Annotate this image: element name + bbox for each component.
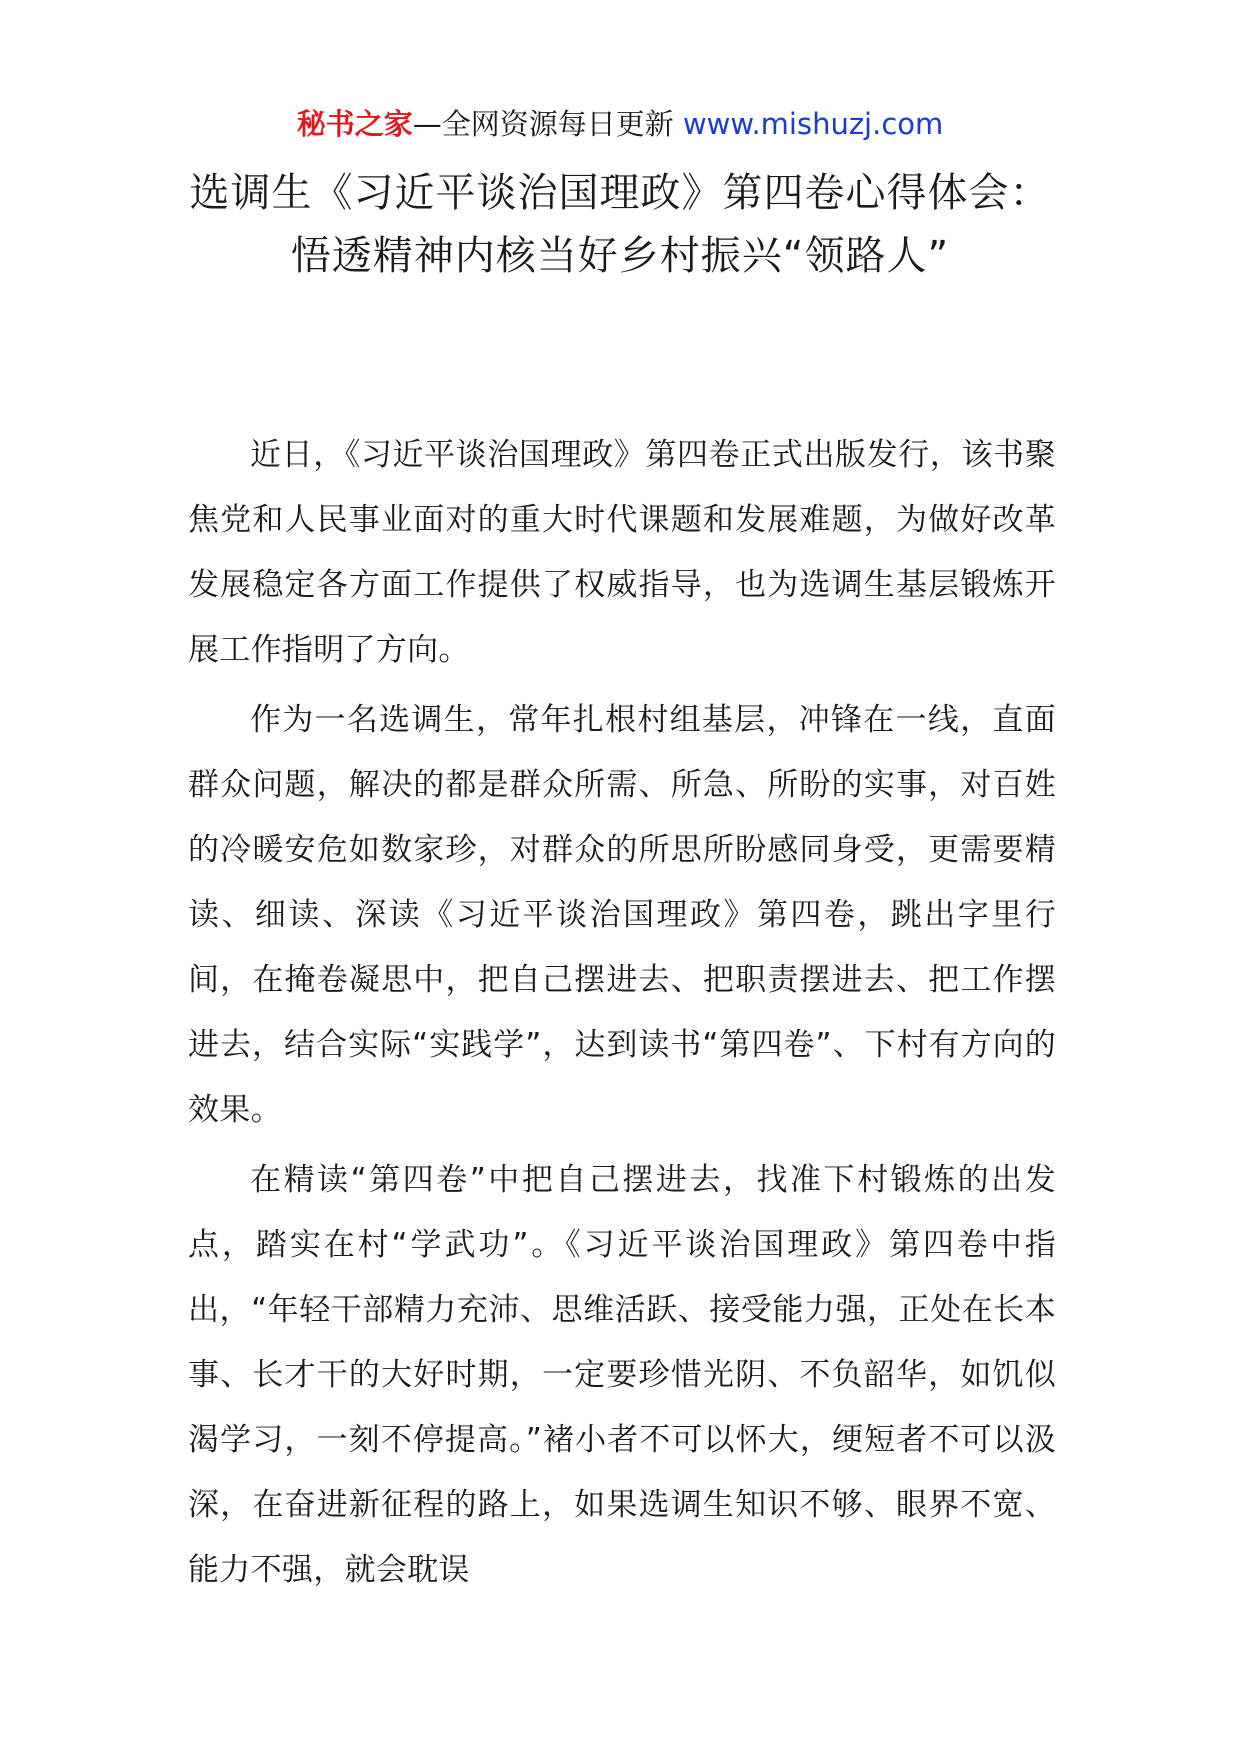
- paragraph: 在精读“第四卷”中把自己摆进去，找准下村锻炼的出发点，踏实在村“学武功”。《习近平谈治国理政》第四卷中指出，“年轻干部精力充沛、思维活跃、接受能力强，正处在长本事、长才干的大好时期，一定要珍惜光阴、不负韶华，如饥似渴学习，一刻不停提高。”褚小者不可以怀大，绠短者不可以汲深，在奋进新征程的路上，如果选调生知识不够、眼界不宽、能力不强，就会耽误: [188, 1162, 1056, 1588]
- document-body: [188, 423, 1056, 1608]
- site-tagline: —全网资源每日更新: [412, 107, 683, 141]
- site-url-link[interactable]: www.mishuzj.com: [682, 107, 944, 141]
- paragraph: 作为一名选调生，常年扎根村组基层，冲锋在一线，直面群众问题，解决的都是群众所需、所急、所盼的实事，对百姓的冷暖安危如数家珍，对群众的所思所盼感同身受，更需要精读、细读、深读《习近平谈治国理政》第四卷，跳出字里行间，在掩卷凝思中，把自己摆进去、把职责摆进去、把工作摆进去，结合实际“实践学”，达到读书“第四卷”、下村有方向的效果。: [188, 702, 1056, 1128]
- site-brand: 秘书之家: [296, 107, 413, 141]
- site-header: [0, 104, 1240, 144]
- document-title: 选调生《习近平谈治国理政》第四卷心得体会：悟透精神内核当好乡村振兴“领路人”: [189, 170, 1051, 279]
- paragraph: 近日，《习近平谈治国理政》第四卷正式出版发行，该书聚焦党和人民事业面对的重大时代课题和发展难题，为做好改革发展稳定各方面工作提供了权威指导，也为选调生基层锻炼开展工作指明了方向。: [188, 437, 1056, 668]
